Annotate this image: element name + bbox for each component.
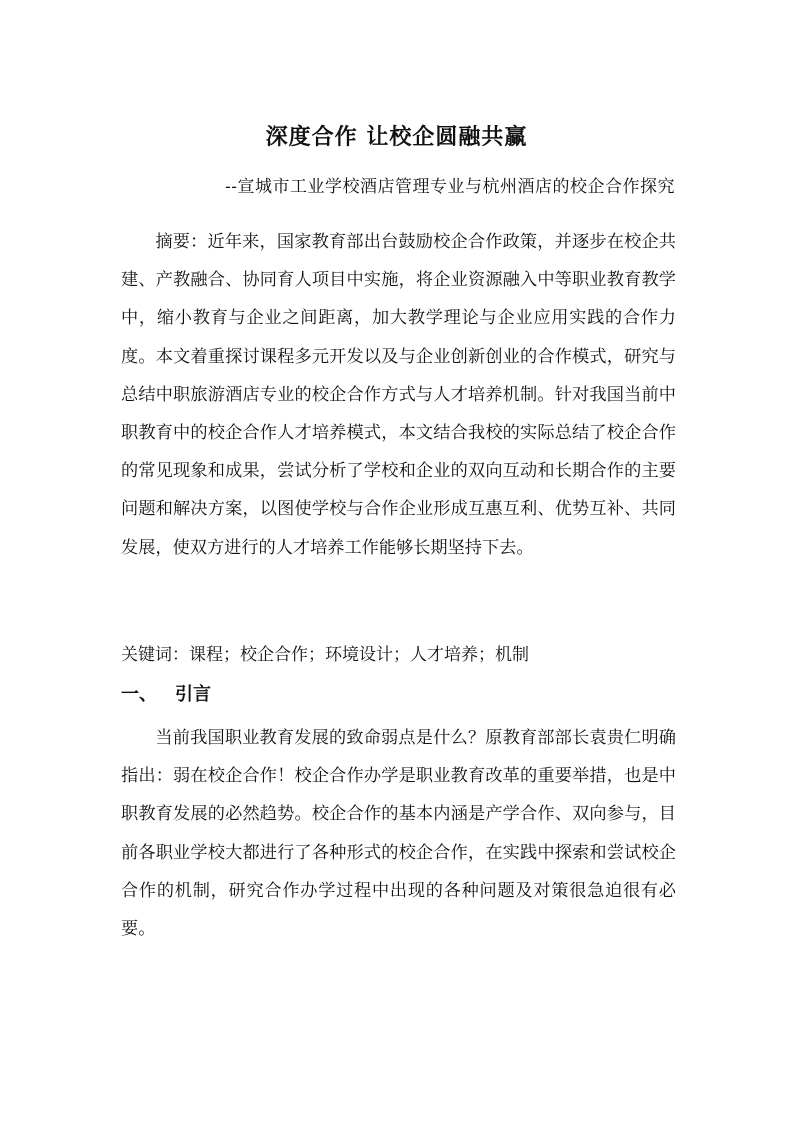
document-title: 深度合作 让校企圆融共赢 [265, 125, 528, 150]
section-title: 引言 [175, 684, 211, 705]
section-heading [121, 676, 211, 714]
abstract-paragraph: 摘要：近年来，国家教育部出台鼓励校企合作政策，并逐步在校企共建、产教融合、协同育人项目中实施，将企业资源融入中等职业教育教学中，缩小教育与企业之间距离，加大教学理论与企业应用实践的合作力度。本文着重探讨课程多元开发以及与企业创新创业的合作模式，研究与总结中职旅游酒店专业的校企合作方式与人才培养机制。针对我国当前中职教育中的校企合作人才培养模式，本文结合我校的实际总结了校企合作的常见现象和成果，尝试分析了学校和企业的双向互动和长期合作的主要问题和解决方案，以图使学校与合作企业形成互惠互利、优势互补、共同发展，使双方进行的人才培养工作能够长期坚持下去。 [121, 232, 676, 558]
introduction-paragraph: 当前我国职业教育发展的致命弱点是什么？原教育部部长袁贵仁明确指出：弱在校企合作！校企合作办学是职业教育改革的重要举措，也是中职教育发展的必然趋势。校企合作的基本内涵是产学合作、双向参与，目前各职业学校大都进行了各种形式的校企合作，在实践中探索和尝试校企合作的机制，研究合作办学过程中出现的各种问题及对策很急迫很有必要。 [121, 728, 676, 940]
keywords-line: 关键词：课程；校企合作；环境设计；人才培养；机制 [121, 645, 529, 665]
section-number: 一、 [121, 684, 157, 705]
document-subtitle: --宣城市工业学校酒店管理专业与杭州酒店的校企合作探究 [225, 177, 675, 197]
